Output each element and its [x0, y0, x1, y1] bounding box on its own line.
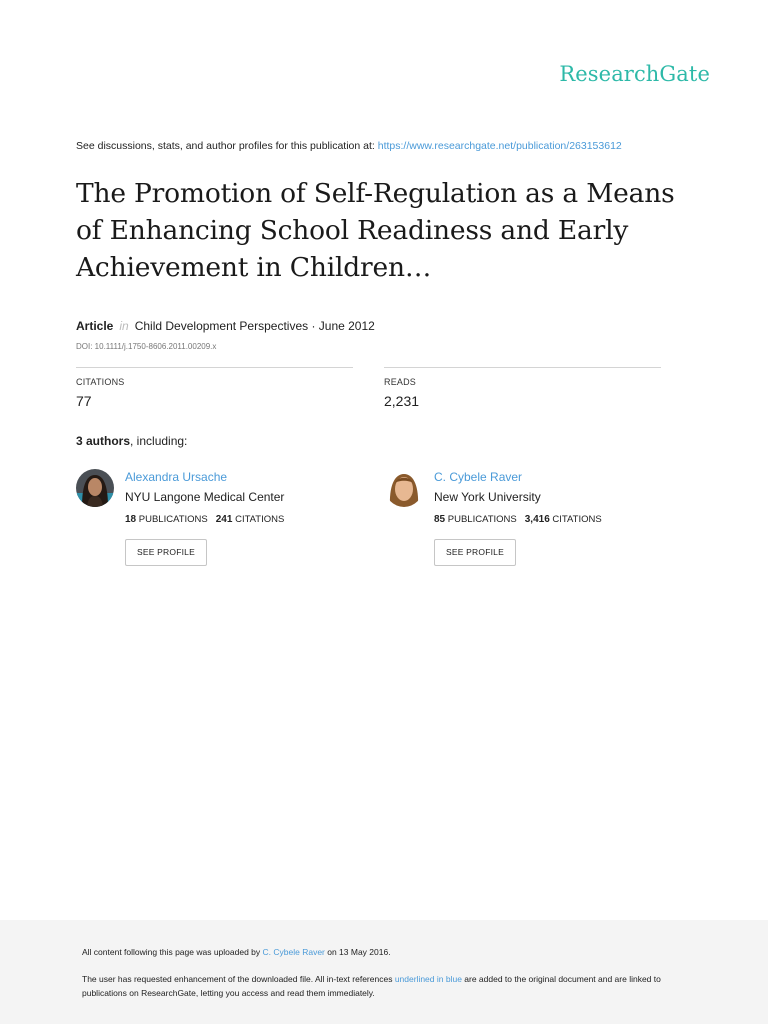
- journal-and-date: Child Development Perspectives · June 2012: [134, 319, 375, 333]
- author-avatar-photo[interactable]: [385, 469, 423, 507]
- publications-count: 18: [125, 514, 137, 525]
- citations-value: 77: [76, 393, 92, 409]
- uploaded-prefix: All content following this page was uploaded by: [82, 947, 263, 957]
- author-counts: [125, 514, 284, 525]
- underlined-in-blue-link: underlined in blue: [394, 974, 462, 984]
- citations-count: 3,416: [524, 514, 550, 525]
- avatar-image: [385, 469, 423, 507]
- reads-stat: [384, 367, 661, 409]
- see-profile-button[interactable]: SEE PROFILE: [434, 539, 516, 566]
- see-discussions-line: [76, 140, 622, 152]
- reads-value: 2,231: [384, 393, 420, 409]
- enhancement-prefix: The user has requested enhancement of the downloaded file. All in-text references: [82, 974, 395, 984]
- citations-count-label: CITATIONS: [235, 514, 285, 525]
- publication-type: Article: [76, 319, 114, 333]
- authors-count: 3 authors: [76, 434, 131, 448]
- uploaded-date: on 13 May 2016.: [324, 947, 391, 957]
- publications-count: 85: [434, 514, 446, 525]
- uploader-link[interactable]: C. Cybele Raver: [262, 947, 325, 957]
- author-institution: NYU Langone Medical Center: [125, 490, 285, 504]
- uploaded-by-line: [82, 947, 391, 957]
- author-avatar-photo[interactable]: [76, 469, 114, 507]
- citations-count-label: CITATIONS: [552, 514, 602, 525]
- publication-meta: [76, 319, 375, 333]
- avatar-image: [76, 469, 114, 507]
- author-name-link[interactable]: Alexandra Ursache: [125, 470, 228, 484]
- author-name-link[interactable]: C. Cybele Raver: [434, 470, 523, 484]
- upload-footer: [0, 920, 768, 1024]
- publications-label: PUBLICATIONS: [447, 514, 517, 525]
- author-card: [76, 468, 376, 568]
- enhancement-suffix: are added to the original document and are linked to publications on ResearchGate, letting you access and read them immediately.: [82, 974, 661, 998]
- reads-label: READS: [384, 377, 417, 387]
- enhancement-note: [82, 972, 682, 1000]
- in-word: in: [119, 319, 129, 333]
- publications-label: PUBLICATIONS: [138, 514, 208, 525]
- citations-stat: [76, 367, 353, 409]
- author-institution: New York University: [434, 490, 541, 504]
- see-discussions-text: See discussions, stats, and author profiles for this publication at:: [76, 140, 378, 152]
- authors-including: , including:: [130, 434, 188, 448]
- see-profile-button[interactable]: SEE PROFILE: [125, 539, 207, 566]
- publication-title: The Promotion of Self-Regulation as a Means of Enhancing School Readiness and Early Achievement in Children…: [76, 178, 675, 283]
- doi: DOI: 10.1111/j.1750-8606.2011.00209.x: [76, 342, 217, 351]
- citations-label: CITATIONS: [76, 377, 125, 387]
- researchgate-logo[interactable]: ResearchGate: [559, 62, 710, 86]
- publication-url-link[interactable]: https://www.researchgate.net/publication/263153612: [377, 140, 622, 152]
- author-counts: [434, 514, 602, 525]
- author-card: [385, 468, 685, 568]
- authors-line: [76, 434, 187, 448]
- citations-count: 241: [215, 514, 233, 525]
